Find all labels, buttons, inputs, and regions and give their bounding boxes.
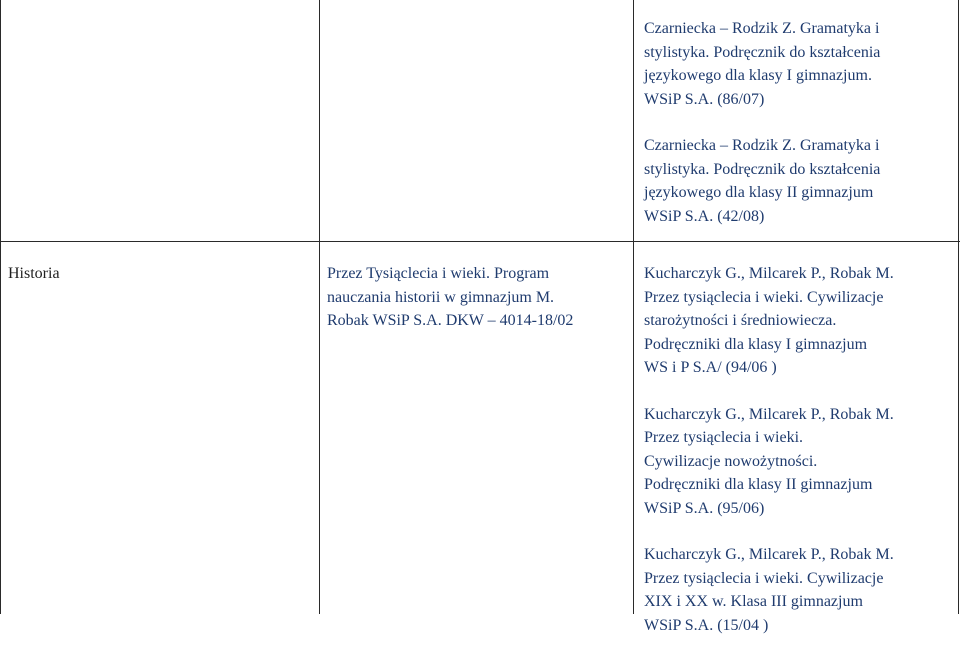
program-line: nauczania historii w gimnazjum M. [327,288,555,306]
textbook-line: WSiP S.A. (95/06) [644,499,765,517]
textbook-line: XIX i XX w. Klasa III gimnazjum [644,593,863,610]
textbook-line: stylistyka. Podręcznik do kształcenia [644,43,881,61]
textbook-entry [644,262,954,380]
textbook-line: językowego dla klasy I gimnazjum. [644,67,872,84]
textbook-line: Przez tysiąclecia i wieki. Cywilizacje [644,569,884,587]
program-cell [327,262,627,333]
textbook-entry [644,403,954,521]
table-column-divider-2 [633,0,634,614]
table-border-left [0,0,1,614]
textbook-line: Podręczniki dla klasy II gimnazjum [644,476,873,493]
textbook-entry [644,543,954,637]
textbook-line: starożytności i średniowiecza. [644,312,837,329]
textbook-line: WS i P S.A/ (94/06 ) [644,359,777,376]
textbook-list-top [644,17,954,251]
textbook-line: Kucharczyk G., Milcarek P., Robak M. [644,405,894,423]
textbook-line: językowego dla klasy II gimnazjum [644,184,874,201]
textbook-line: Kucharczyk G., Milcarek P., Robak M. [644,546,894,563]
textbook-line: Czarniecka – Rodzik Z. Gramatyka i [644,20,880,37]
textbook-line: Czarniecka – Rodzik Z. Gramatyka i [644,137,880,154]
textbook-entry [644,17,954,111]
subject-cell [8,262,308,286]
table-border-right [958,0,959,614]
table-column-divider-1 [319,0,320,614]
textbook-line: Cywilizacje nowożytności. [644,452,818,470]
program-line: Robak WSiP S.A. DKW – 4014-18/02 [327,312,574,329]
textbook-list-history [644,262,954,660]
textbook-line: Podręczniki dla klasy I gimnazjum [644,335,868,353]
textbook-line: Przez tysiąclecia i wieki. [644,429,804,446]
textbook-entry [644,134,954,228]
textbook-line: WSiP S.A. (15/04 ) [644,616,769,634]
subject-name: Historia [8,265,60,282]
textbook-line: WSiP S.A. (42/08) [644,207,765,225]
textbook-line: stylistyka. Podręcznik do kształcenia [644,160,881,178]
program-line: Przez Tysiąclecia i wieki. Program [327,265,550,282]
textbook-line: Przez tysiąclecia i wieki. Cywilizacje [644,288,884,306]
textbook-line: WSiP S.A. (86/07) [644,90,765,108]
textbook-line: Kucharczyk G., Milcarek P., Robak M. [644,265,894,282]
